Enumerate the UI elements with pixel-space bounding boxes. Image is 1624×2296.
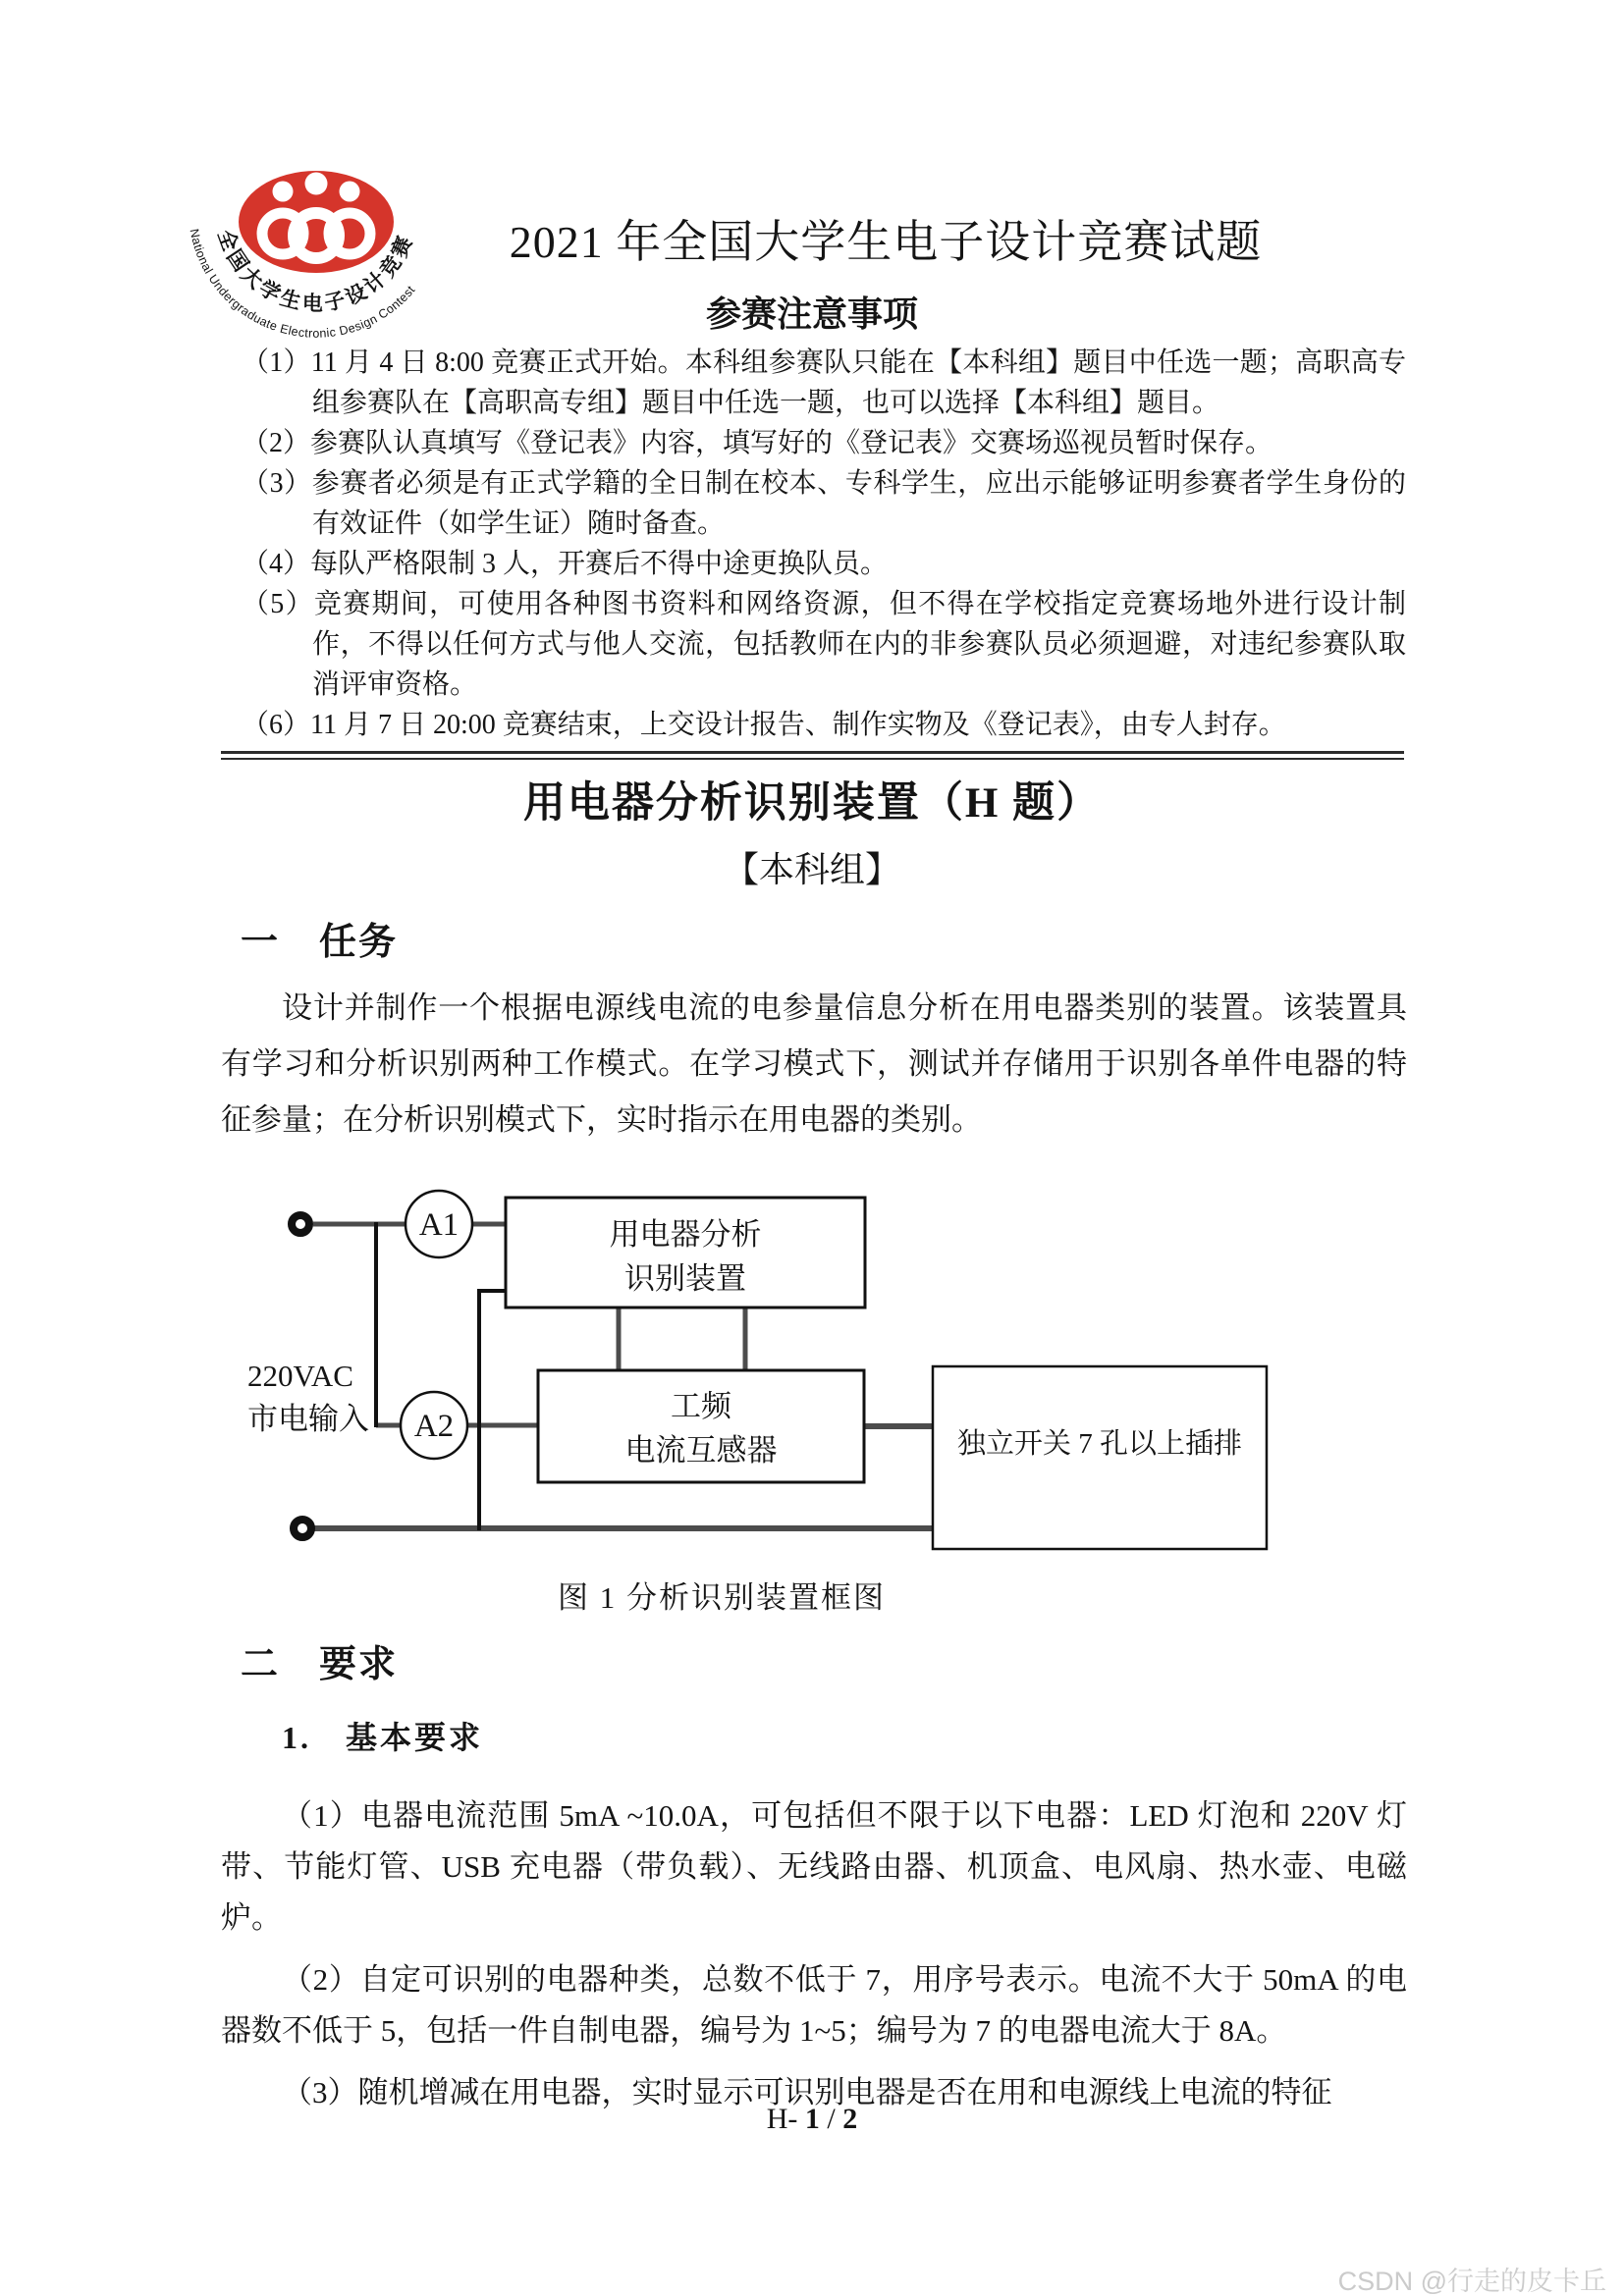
analyzer-label-line2: 识别装置 [624,1261,746,1296]
mains-label-line1: 220VAC [247,1359,353,1393]
task-paragraph: 设计并制作一个根据电源线电流的电参量信息分析在用电器类别的装置。该装置具有学习和分析识别两种工作模式。在学习模式下，测试并存储用于识别各单件电器的特征参量；在分析识别模式下，实时指示在用电器的类别。 [221,990,1407,1137]
figure1-block-diagram [236,1188,1296,1571]
req-marker: （3） [282,2075,358,2109]
transformer-label-line1: 工频 [671,1389,731,1423]
terminal-bottom-icon [294,1520,311,1537]
req-text: 随机增减在用电器，实时显示可识别电器是否在用和电源线上电流的特征 [357,2075,1332,2109]
note-marker: （2） [242,428,311,458]
note-marker: （4） [242,549,311,579]
note-text: 竞赛期间，可使用各种图书资料和网络资源，但不得在学校指定竞赛场地外进行设计制作，不得以任何方式与他人交流，包括教师在内的非参赛队员必须迴避，对违纪参赛队取消评审资格。 [312,589,1406,700]
req-text: 自定可识别的电器种类，总数不低于 7，用序号表示。电流不大于 50mA 的电器数不低于 5，包括一件自制电器，编号为 1~5；编号为 7 的电器电流大于 8A。 [221,1962,1407,2048]
notice-item [242,584,1406,705]
logo-en-arc-text: National Undergraduate Electronic Design Contest [187,227,418,341]
power-strip-label: 独立开关 7 孔以上插排 [956,1428,1243,1460]
section1-heading: 一 任务 [241,922,399,963]
analyzer-label-line1: 用电器分析 [609,1217,762,1252]
document-title: 2021 年全国大学生电子设计竞赛试题 [509,217,1263,267]
note-marker: （3） [242,468,312,499]
section-divider [221,751,1404,760]
ammeter-a1-label: A1 [418,1207,460,1243]
notice-item [242,544,1406,584]
basic-requirements-heading: 1. 基本要求 [282,1720,484,1755]
note-marker: （1） [242,347,311,378]
csdn-watermark: CSDN @行走的皮卡丘 [1337,2267,1606,2296]
footer-separator: / [827,2103,836,2135]
requirements-list [221,1790,1407,2129]
figure1-caption: 图 1 分析识别装置框图 [558,1580,886,1615]
note-text: 参赛者必须是有正式学籍的全日制在校本、专科学生，应出示能够证明参赛者学生身份的有效证件（如学生证）随时备查。 [311,468,1406,539]
note-marker: （5） [242,589,314,619]
mains-label-line2: 市电输入 [247,1402,369,1436]
notice-list [242,343,1406,745]
notice-item [242,705,1406,745]
note-text: 参赛队认真填写《登记表》内容，填写好的《登记表》交赛场巡视员暂时保存。 [310,428,1273,458]
page-number-footer [0,2103,1624,2136]
req-marker: （2） [282,1962,360,1997]
footer-page: 1 [804,2103,820,2135]
note-text: 11 月 7 日 20:00 竞赛结束，上交设计报告、制作实物及《登记表》，由专人封存。 [310,710,1286,740]
footer-total: 2 [842,2103,858,2135]
requirement-item [221,1954,1407,2056]
req-text: 电器电流范围 5mA ~10.0A，可包括但不限于以下电器：LED 灯泡和 220V 灯带、节能灯管、USB 充电器（带负载）、无线路由器、机顶盒、电风扇、热水壶、电磁炉。 [221,1798,1407,1935]
notice-heading: 参赛注意事项 [705,294,918,334]
terminal-top-icon [292,1215,309,1233]
req-marker: （1） [282,1798,361,1833]
transformer-label-line2: 电流互感器 [624,1433,778,1468]
note-text: 11 月 4 日 8:00 竞赛正式开始。本科组参赛队只能在【本科组】题目中任选一题；高职高专组参赛队在【高职高专组】题目中任选一题，也可以选择【本科组】题目。 [310,347,1406,418]
ammeter-a2-label: A2 [413,1409,455,1444]
sense-lines [376,1222,508,1530]
group-label: 【本科组】 [723,850,900,889]
footer-prefix: H- [766,2103,798,2135]
problem-title: 用电器分析识别装置（H 题） [522,780,1102,827]
note-marker: （6） [242,710,311,740]
section2-heading: 二 要求 [241,1644,399,1685]
note-text: 每队严格限制 3 人，开赛后不得中途更换队员。 [310,549,889,579]
notice-item [242,463,1406,544]
requirement-item [221,1790,1407,1944]
notice-item [242,423,1406,463]
notice-item [242,343,1406,423]
logo-cn-arc-text: 全国大学生电子设计竞赛 [213,226,418,316]
